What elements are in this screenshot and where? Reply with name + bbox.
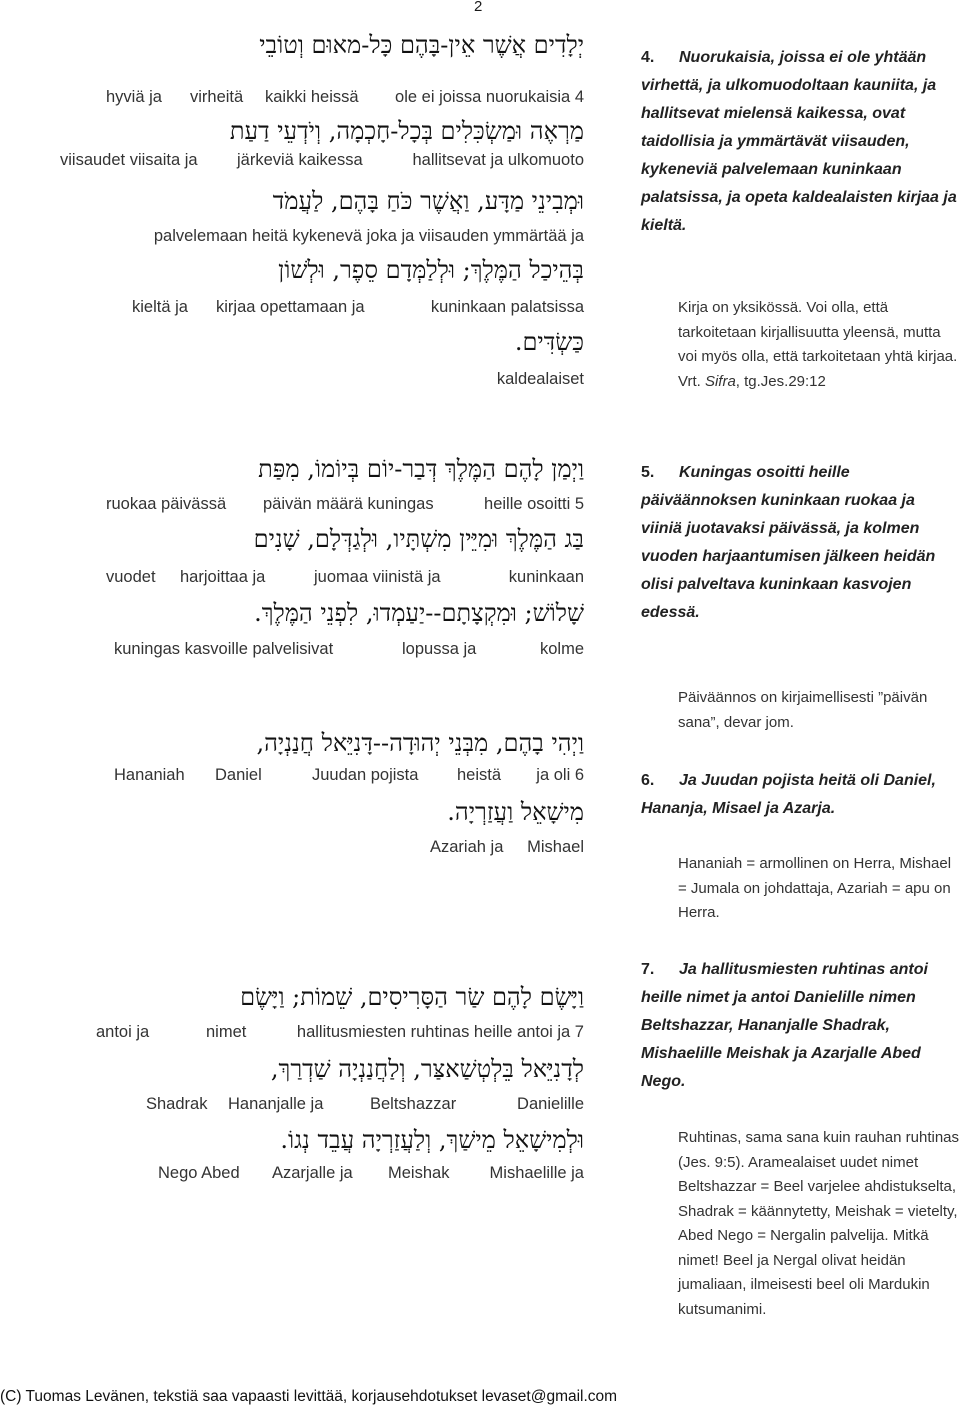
- gloss-word: kaldealaiset: [496, 370, 584, 388]
- gloss-word: Nego Abed: [158, 1164, 240, 1182]
- gloss-word: kieltä ja: [132, 298, 188, 316]
- hebrew-line: יְלָדִים אֲשֶׁר אֵין-בָּהֶם כָּל-מאוּם וְטוֹבֵי: [259, 31, 584, 59]
- gloss-word: Mishaelille ja: [489, 1164, 584, 1182]
- hebrew-line: בְּהֵיכַל הַמֶּלֶךְ; וּלְלַמְּדָם סֵפֶר, וּלְשׁוֹן: [278, 256, 584, 284]
- hebrew-line: בַּג הַמֶּלֶךְ וּמִיֵּין מִשְׁתָּיו, וּלְגַדְּלָם, שָׁנִים: [253, 525, 584, 553]
- verse-note: Ruhtinas, sama sana kuin rauhan ruhtinas (Jes. 9:5). Aramealaiset uudet nimet Beltshazzar = Beel varjelee ahdistukselta, Shadrak = käännytetty, Meishak = vietelty, Abed Nego = Nergalin palvelija. Mitkä nimet! Beel ja Nergal olivat heidän jumaliaan, ilmeisesti beel oli Mardukin kutsumanimi.: [678, 1129, 960, 1318]
- verse-note: Kirja on yksikössä. Voi olla, että tarkoitetaan kirjallisuutta yleensä, mutta voi myös olla, että tarkoitetaan yhtä kirjaa. Vrt. Sifra, tg.Jes.29:12: [678, 299, 958, 390]
- gloss-word: ruokaa päivässä: [106, 495, 227, 513]
- gloss-word: ja oli 6: [536, 766, 584, 784]
- translation-text: Nuorukaisia, joissa ei ole yhtään virhettä, ja ulkomuodoltaan kauniita, ja hallitsevat mielensä kaikessa, ovat taidollisia ja ymmärtävät viisauden, kykeneviä palvelemaan kuninkaan palatsissa, ja opeta kaldealaisten kirjaa ja kieltä.: [641, 49, 957, 234]
- gloss-word: nimet: [206, 1023, 247, 1041]
- hebrew-line: וַיָּשֶׂם לָהֶם שַׂר הַסָּרִיסִים, שֵׁמוֹת; וַיָּשֶׂם: [240, 983, 584, 1011]
- gloss-word: Azarjalle ja: [272, 1164, 353, 1182]
- hebrew-line: וּלְמִישָׁאֵל מֵישַׁךְ, וְלַעֲזַרְיָה עֲבֵד נְגוֹ.: [280, 1126, 584, 1154]
- gloss-word: antoi ja: [96, 1023, 150, 1041]
- hebrew-line: וַיְמַן לָהֶם הַמֶּלֶךְ דְּבַר-יוֹם בְּיוֹמוֹ, מִפַּת: [258, 455, 584, 483]
- verse-number: 5.: [641, 464, 655, 481]
- gloss-word: lopussa ja: [402, 640, 477, 658]
- verse-number: 6.: [641, 772, 655, 789]
- page-number: 2: [474, 0, 483, 15]
- hebrew-line: וַיְהִי בָהֶם, מִבְּנֵי יְהוּדָה--דָּנִיֵּאל חֲנַנְיָה,: [256, 729, 584, 757]
- gloss-word: Hananjalle ja: [228, 1095, 324, 1113]
- verse-translation: [641, 767, 959, 823]
- gloss-word: juomaa viinistä ja: [314, 568, 441, 586]
- gloss-word: Mishael: [527, 838, 584, 856]
- gloss-word: Shadrak: [146, 1095, 208, 1113]
- hebrew-line: מַרְאֶה וּמַשְׂכִּלִים בְּכָל-חָכְמָה, וְיֹדְעֵי דַעַת: [229, 117, 584, 145]
- verse-translation: [641, 44, 959, 240]
- verse-translation: [641, 956, 959, 1096]
- verse-number: 7.: [641, 961, 655, 978]
- gloss-word: Daniel: [215, 766, 262, 784]
- gloss-word: kirjaa opettamaan ja: [216, 298, 365, 316]
- hebrew-line: מִישָׁאֵל וַעֲזַרְיָה.: [447, 798, 584, 826]
- gloss-word: hyviä ja: [106, 88, 162, 106]
- gloss-word: kolme: [539, 640, 584, 658]
- gloss-word: Danielille: [517, 1095, 584, 1113]
- gloss-word: heistä: [457, 766, 502, 784]
- gloss-word: kuninkaan palatsissa: [430, 298, 584, 316]
- gloss-word: hallitsevat ja ulkomuoto: [412, 151, 584, 169]
- translation-text: Ja Juudan pojista heitä oli Daniel, Hananja, Misael ja Azarja.: [641, 772, 936, 817]
- verse-note: Hananiah = armollinen on Herra, Mishael = Jumala on johdattaja, Azariah = apu on Herra.: [678, 855, 952, 921]
- gloss-word: järkeviä kaikessa: [237, 151, 363, 169]
- gloss-word: hallitusmiesten ruhtinas heille antoi ja 7: [296, 1023, 584, 1041]
- copyright-footer: (C) Tuomas Levänen, tekstiä saa vapaasti levittää, korjausehdotukset levaset@gmail.com: [0, 1388, 618, 1405]
- gloss-word: Meishak: [388, 1164, 450, 1182]
- verse-note: Päiväännos on kirjaimellisesti ”päivän sana”, devar jom.: [678, 689, 928, 731]
- gloss-word: ole ei joissa nuorukaisia 4: [395, 88, 584, 106]
- verse-number: 4.: [641, 49, 655, 66]
- hebrew-line: כַּשְׂדִּים.: [514, 328, 584, 356]
- translation-text: Kuningas osoitti heille päiväännoksen kuninkaan ruokaa ja viiniä juotavaksi päivässä, ja kolmen vuoden harjaantumisen jälkeen heidän olisi palveltava kuninkaan kasvojen edessä.: [641, 464, 936, 621]
- gloss-word: virheitä: [190, 88, 244, 106]
- gloss-word: kaikki heissä: [265, 88, 359, 106]
- gloss-word: harjoittaa ja: [180, 568, 266, 586]
- gloss-word: päivän määrä kuningas: [263, 495, 434, 513]
- gloss-word: palvelemaan heitä kykenevä joka ja viisauden ymmärtää ja: [153, 227, 584, 245]
- gloss-word: Hananiah: [114, 766, 185, 784]
- hebrew-line: שָׁלוֹשׁ; וּמִקְצָתָם--יַעַמְדוּ, לִפְנֵי הַמֶּלֶךְ.: [254, 599, 584, 627]
- gloss-word: heille osoitti 5: [484, 495, 584, 513]
- hebrew-line: לְדָנִיֵּאל בֵּלְטְשַׁאצַּר, וְלַחֲנַנְיָה שַׁדְרַךְ,: [270, 1055, 584, 1083]
- translation-text: Ja hallitusmiesten ruhtinas antoi heille nimet ja antoi Danielille nimen Beltshazzar, Hananjalle Shadrak, Mishaelille Meishak ja Azarjalle Abed Nego.: [641, 961, 928, 1090]
- gloss-word: vuodet: [106, 568, 156, 586]
- verse-translation: [641, 459, 959, 627]
- gloss-word: Azariah ja: [430, 838, 504, 856]
- gloss-word: kuningas kasvoille palvelisivat: [114, 640, 334, 658]
- gloss-word: kuninkaan: [508, 568, 584, 586]
- gloss-word: Juudan pojista: [312, 766, 419, 784]
- gloss-word: Beltshazzar: [370, 1095, 457, 1113]
- hebrew-line: וּמְבִינֵי מַדָּע, וַאֲשֶׁר כֹּחַ בָּהֶם, לַעֲמֹד: [272, 187, 584, 215]
- gloss-word: viisaudet viisaita ja: [60, 151, 198, 169]
